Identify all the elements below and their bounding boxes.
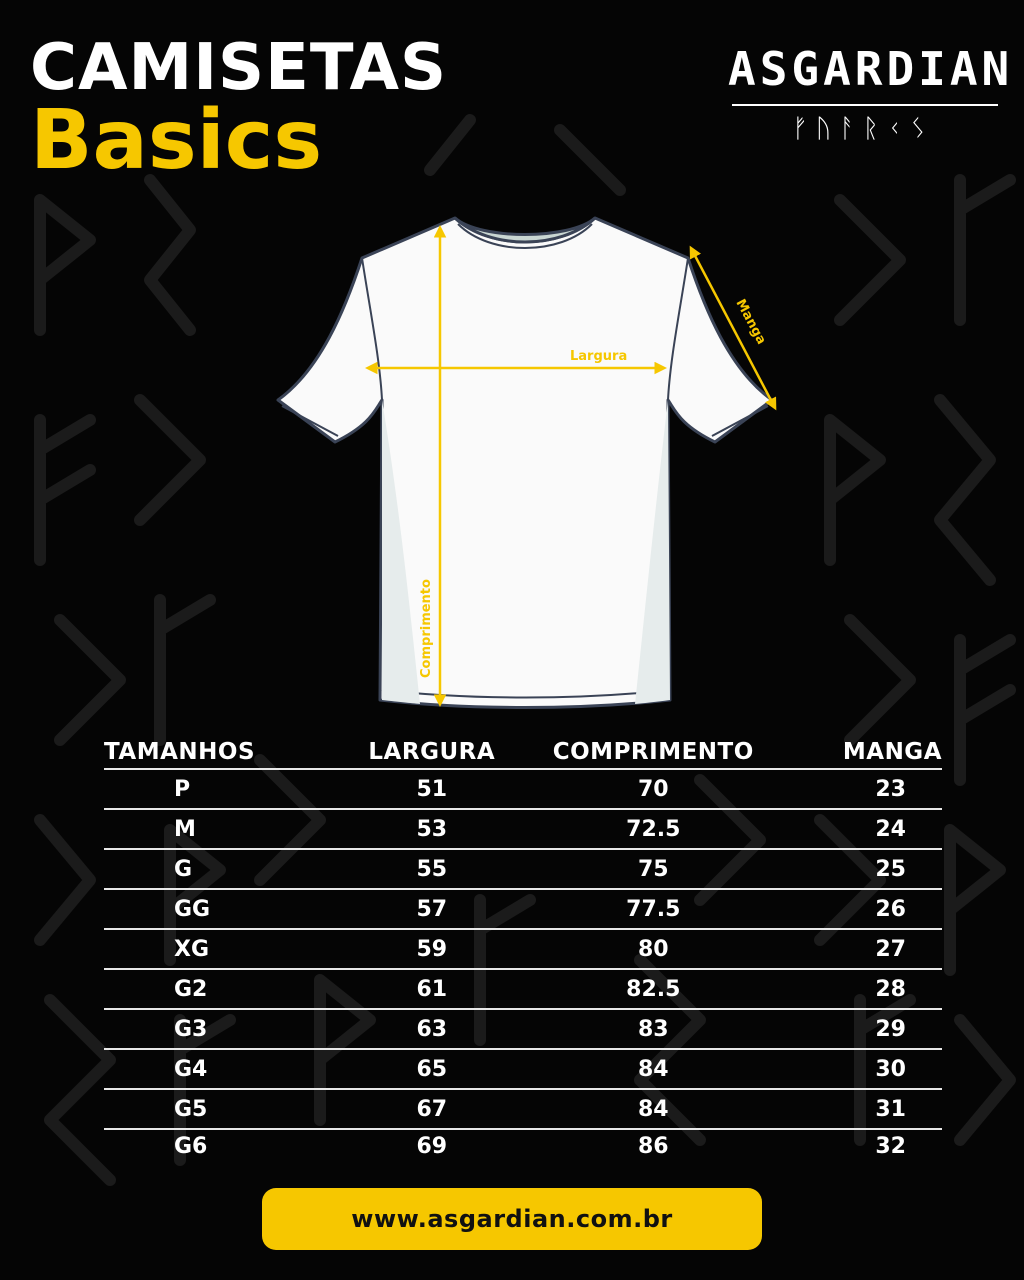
manga-cell: 29 bbox=[757, 1009, 942, 1049]
size-table bbox=[104, 736, 942, 1162]
largura-label: Largura bbox=[570, 349, 628, 364]
table-row bbox=[104, 1129, 942, 1162]
table-row bbox=[104, 809, 942, 849]
website-url-button[interactable]: www.asgardian.com.br bbox=[262, 1188, 762, 1250]
size-cell: G6 bbox=[174, 1133, 208, 1159]
largura-cell: 57 bbox=[314, 889, 550, 929]
manga-cell: 23 bbox=[757, 769, 942, 809]
manga-cell: 27 bbox=[757, 929, 942, 969]
manga-cell: 24 bbox=[757, 809, 942, 849]
table-row bbox=[104, 929, 942, 969]
table-row bbox=[104, 1049, 942, 1089]
comprimento-cell: 83 bbox=[550, 1009, 757, 1049]
manga-cell: 30 bbox=[757, 1049, 942, 1089]
largura-cell: 59 bbox=[314, 929, 550, 969]
size-cell: G2 bbox=[104, 969, 314, 1009]
size-cell: P bbox=[104, 769, 314, 809]
tshirt-diagram bbox=[260, 210, 790, 720]
table-row bbox=[104, 969, 942, 1009]
table-row bbox=[104, 1009, 942, 1049]
brand-logo-runes: ᚠᚢᚨᚱᚲᛊ bbox=[792, 114, 934, 144]
comprimento-label: Comprimento bbox=[419, 579, 434, 678]
size-cell: G5 bbox=[104, 1089, 314, 1129]
page-subtitle: Basics bbox=[30, 93, 323, 188]
largura-cell: 63 bbox=[314, 1009, 550, 1049]
comprimento-cell: 75 bbox=[550, 849, 757, 889]
comprimento-cell: 80 bbox=[550, 929, 757, 969]
largura-cell: 53 bbox=[314, 809, 550, 849]
largura-cell: 55 bbox=[314, 849, 550, 889]
table-header-row bbox=[104, 736, 942, 769]
column-header-tamanhos: TAMANHOS bbox=[104, 736, 314, 769]
manga-cell: 28 bbox=[757, 969, 942, 1009]
brand-logo bbox=[728, 40, 1014, 150]
logo-divider bbox=[732, 104, 998, 106]
size-cell: G4 bbox=[104, 1049, 314, 1089]
comprimento-cell: 72.5 bbox=[550, 809, 757, 849]
manga-cell: 32 bbox=[875, 1133, 906, 1159]
tshirt-icon bbox=[278, 218, 772, 708]
size-cell: G3 bbox=[104, 1009, 314, 1049]
manga-cell: 26 bbox=[757, 889, 942, 929]
manga-cell: 25 bbox=[757, 849, 942, 889]
column-header-manga: MANGA bbox=[757, 736, 942, 769]
comprimento-cell: 70 bbox=[550, 769, 757, 809]
largura-cell: 69 bbox=[416, 1133, 448, 1159]
size-cell: XG bbox=[104, 929, 314, 969]
comprimento-cell: 77.5 bbox=[550, 889, 757, 929]
column-header-largura: LARGURA bbox=[314, 736, 550, 769]
size-cell: M bbox=[104, 809, 314, 849]
manga-label: Manga bbox=[732, 296, 769, 348]
table-row bbox=[104, 769, 942, 809]
comprimento-cell: 84 bbox=[550, 1049, 757, 1089]
table-row bbox=[104, 849, 942, 889]
table-row bbox=[104, 1089, 942, 1129]
size-cell: G bbox=[104, 849, 314, 889]
page-title: CAMISETAS bbox=[30, 31, 448, 105]
brand-logo-name: ASGARDIAN bbox=[728, 42, 1014, 96]
table-row bbox=[104, 889, 942, 929]
largura-cell: 67 bbox=[314, 1089, 550, 1129]
largura-cell: 51 bbox=[314, 769, 550, 809]
column-header-comprimento: COMPRIMENTO bbox=[550, 736, 757, 769]
comprimento-cell: 86 bbox=[637, 1133, 669, 1159]
largura-cell: 65 bbox=[314, 1049, 550, 1089]
comprimento-cell: 84 bbox=[550, 1089, 757, 1129]
largura-cell: 61 bbox=[314, 969, 550, 1009]
comprimento-cell: 82.5 bbox=[550, 969, 757, 1009]
size-cell: GG bbox=[104, 889, 314, 929]
manga-cell: 31 bbox=[757, 1089, 942, 1129]
